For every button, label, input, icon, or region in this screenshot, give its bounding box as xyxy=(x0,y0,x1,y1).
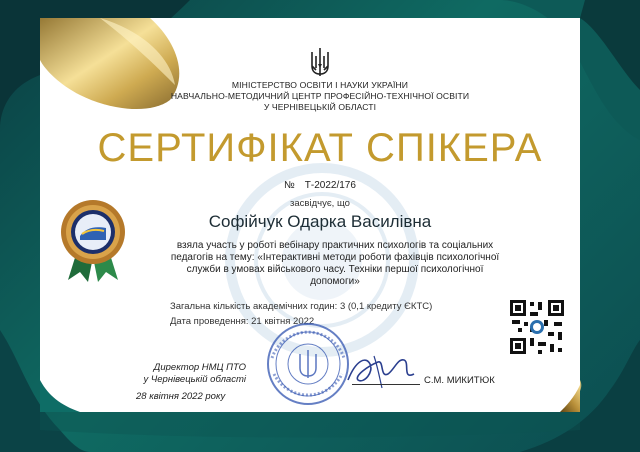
director-line: у Чернівецькій області xyxy=(143,374,246,385)
official-stamp xyxy=(262,322,354,406)
signer-name: С.М. МИКИТЮК xyxy=(424,375,495,386)
qr-code xyxy=(508,298,566,356)
director-line: Директор НМЦ ПТО xyxy=(153,362,246,373)
certificate-body xyxy=(150,240,520,288)
center-line: НАВЧАЛЬНО-МЕТОДИЧНИЙ ЦЕНТР ПРОФЕСІЙНО-ТЕХНІЧНОЇ ОСВІТИ xyxy=(170,91,470,101)
director-title xyxy=(128,362,246,386)
number-symbol: № xyxy=(284,180,295,191)
region-line: У ЧЕРНІВЕЦЬКІЙ ОБЛАСТІ xyxy=(263,102,377,112)
academic-hours: Загальна кількість академічних годин: 3 (0,1 кредиту ЄКТС) xyxy=(170,301,433,312)
ministry-header xyxy=(0,80,640,113)
recipient-name: Софійчук Одарка Василівна xyxy=(208,212,432,231)
award-rosette-icon xyxy=(58,198,128,282)
certificate-number xyxy=(0,180,640,191)
certificate-title: СЕРТИФІКАТ СПІКЕРА xyxy=(97,126,543,170)
ukraine-trident-icon xyxy=(308,46,332,78)
number-value: Т-2022/176 xyxy=(304,180,356,191)
body-line: взяла участь у роботі вебінару практичних психологів та соціальних xyxy=(176,240,494,251)
body-line: педагогів на тему: «Інтерактивні методи роботи фахівців психологічної xyxy=(170,252,500,263)
event-date: Дата проведення: 21 квітня 2022 xyxy=(170,316,315,327)
body-line: допомоги» xyxy=(310,276,360,287)
signature-line xyxy=(352,384,420,385)
signing-date: 28 квітня 2022 року xyxy=(136,391,226,402)
ministry-line: МІНІСТЕРСТВО ОСВІТИ І НАУКИ УКРАЇНИ xyxy=(231,80,409,90)
certifies-text: засвідчує, що xyxy=(290,198,350,209)
body-line: служби в умовах військового часу. Техніки першої психологічної xyxy=(186,264,484,275)
